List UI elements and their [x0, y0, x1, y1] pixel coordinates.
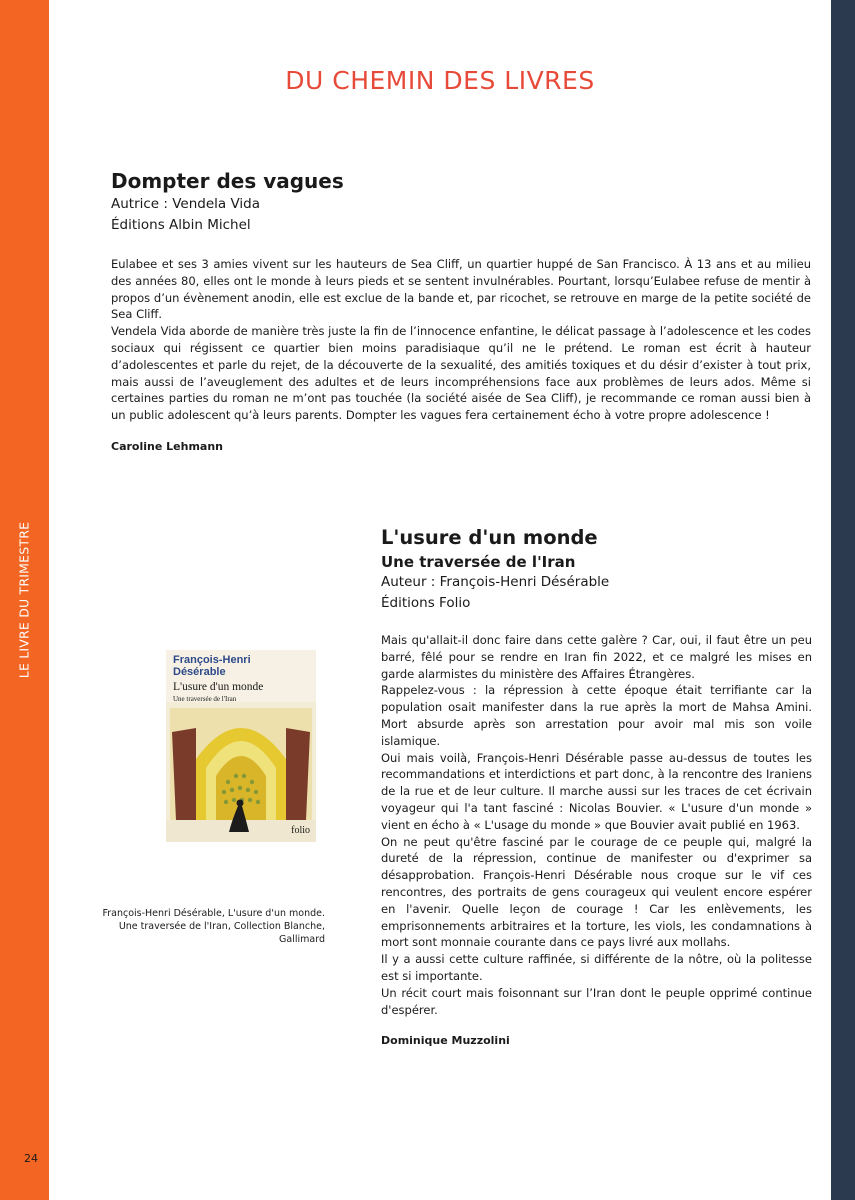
review-paragraph: On ne peut qu'être fasciné par le courage de ce peuple qui, malgré la dureté de la répression, continue de manifester ou d'exprimer sa désapprobation. François-Henri Désérable nous croque sur le vif ces rencontres, des portraits de gens courageux qui veulent encore espérer en l'avenir. Quelle leçon de courage ! Car les enlèvements, les emprisonnements arbitraires et la torture, les viols, les condamnations à mort sont monnaie courante dans ce pays livré aux mollahs.: [381, 834, 812, 950]
review-title: Dompter des vagues: [111, 169, 344, 193]
review-paragraph: Vendela Vida aborde de manière très juste la fin de l’innocence enfantine, le délicat passage à l’adolescence et les codes sociaux qui régissent ce quartier bien moins paradisiaque qu’il ne le prétend. Le roman est écrit à hauteur d’adolescentes et parle du rejet, de la découverte de la sexualité, des amitiés toxiques et du désir d’exister à tout prix, mais aussi de l’aveuglement des adultes et de leurs incompréhensions face aux problèmes de leurs ados. Même si certaines parties du roman ne m’ont pas touchée (la société aisée de Sea Cliff), je recommande ce roman aussi bien à un public adolescent qu’à leurs parents. Dompter les vagues fera certainement écho à votre propre adolescence !: [111, 324, 811, 423]
review-paragraph: Il y a aussi cette culture raffinée, si différente de la nôtre, où la politesse est si importante.: [381, 952, 812, 983]
cover-title: L'usure d'un monde: [173, 681, 264, 693]
review-paragraph: Rappelez-vous : la répression à cette époque était terrifiante car la population osait manifester dans la rue après la mort de Mahsa Amini. Mort absurde après son arrestation pour avoir mal mis son voile islamique.: [381, 683, 812, 748]
review-usure-d-un-monde: [381, 524, 812, 1047]
mosque-illustration: [166, 702, 316, 842]
page-number: 24: [24, 1152, 38, 1165]
cover-subtitle: Une traversée de l'Iran: [173, 695, 237, 703]
review-signature: Dominique Muzzolini: [381, 1034, 510, 1048]
review-paragraph: Eulabee et ses 3 amies vivent sur les hauteurs de Sea Cliff, un quartier huppé de San Francisco. À 13 ans et au milieu des années 80, elles ont le monde à leurs pieds et se sentent invulnérables. Pourtant, lorsqu’Eulabee refuse de mentir à propos d’un évènement anodin, elle est exclue de la bande et, par ricochet, se retrouve en marge de la petite société de Sea Cliff.: [111, 257, 811, 322]
review-body: [381, 632, 812, 1018]
review-author: Autrice : Vendela Vida: [111, 196, 261, 212]
review-publisher: Éditions Albin Michel: [111, 217, 251, 233]
right-color-band: [831, 0, 855, 1200]
section-title: DU CHEMIN DES LIVRES: [285, 66, 595, 95]
review-paragraph: Oui mais voilà, François-Henri Désérable passe au-dessus de toutes les recommandations et interdictions et part donc, à la rencontre des Iraniens de la rue et de leur culture. Il marche aussi sur les traces de cet écrivain voyageur qui l'a tant fasciné : Nicolas Bouvier. « L'usure d'un monde » vient en écho à « L'usage du monde » que Bouvier avait publié en 1963.: [381, 750, 812, 832]
review-body: [111, 256, 811, 424]
review-author: Auteur : François-Henri Désérable: [381, 574, 610, 590]
side-section-label: LE LIVRE DU TRIMESTRE: [16, 521, 32, 679]
review-paragraph: Mais qu'allait-il donc faire dans cette galère ? Car, oui, il faut être un peu barré, fêlé pour se rendre en Iran fin 2022, et ce malgré les mises en garde alarmistes du ministère des Affaires Étrangères.: [381, 633, 812, 681]
cover-author: François-Henri Désérable: [173, 654, 251, 678]
review-title: L'usure d'un monde: [381, 526, 598, 549]
cover-caption: François-Henri Désérable, L'usure d'un monde. Une traversée de l'Iran, Collection Blanche, Gallimard: [102, 908, 325, 945]
cover-imprint: folio: [291, 825, 310, 836]
review-subtitle: Une traversée de l'Iran: [381, 553, 576, 571]
review-dompter-des-vagues: [111, 168, 811, 453]
review-signature: Caroline Lehmann: [111, 439, 223, 453]
review-publisher: Éditions Folio: [381, 595, 471, 611]
book-cover: [166, 650, 316, 842]
review-paragraph: Un récit court mais foisonnant sur l’Iran dont le peuple opprimé continue d'espérer.: [381, 985, 812, 1017]
